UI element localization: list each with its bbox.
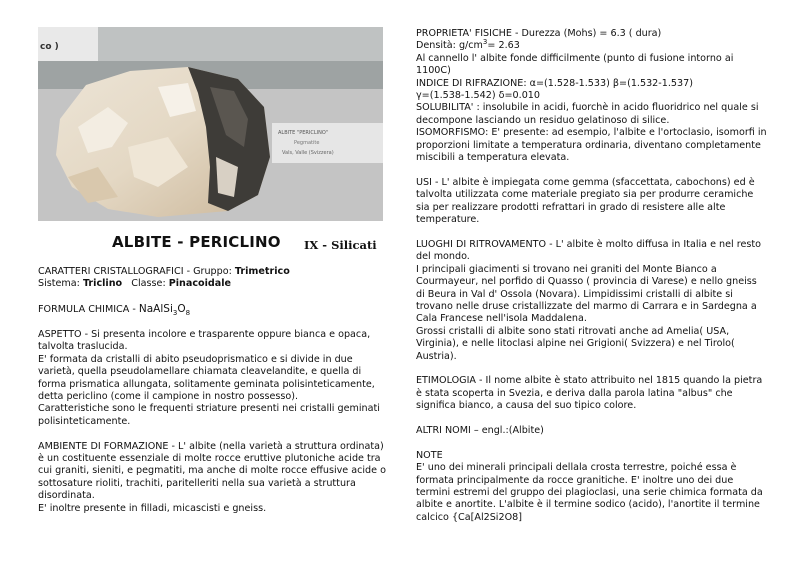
right-column <box>416 28 768 524</box>
formula-section: FORMULA CHIMICA - $NaAlSi_3O_8$ <box>38 303 191 318</box>
class-value: Pinacoidale <box>168 278 232 290</box>
altri-nomi-section: ALTRI NOMI – engl.:(Albite) <box>416 424 544 436</box>
svg-text:Pegmatite: Pegmatite <box>294 140 320 146</box>
system-value: Triclino <box>82 278 123 290</box>
mineral-photo <box>38 27 383 221</box>
note-section <box>416 450 768 524</box>
svg-text:ALBITE "PERICLINO": ALBITE "PERICLINO" <box>278 130 329 136</box>
note-label: NOTE <box>416 449 443 461</box>
aspetto-section: ASPETTO - Si presenta incolore e trasparente oppure bianca e opaca, talvolta traslucida. E' formata da cristalli di abito pseudoprismatico e si divide in due varietà, quella pseudolamellare chiamata cleavelandite, e quella di forma prismatica allungata, solitamente geminata polisinteticamente, detta periclino (come il campione in nostro possesso). Caratteristiche sono le frequenti striature presenti nei cristalli geminati polisinteticamente. <box>38 329 380 427</box>
label-fragment: co ) <box>40 42 59 52</box>
note-text: E' uno dei minerali principali dellala crosta terrestre, poiché essa è formata principalmente da rocce granitiche. E' inoltre uno dei due termini estremi del gruppo dei plagioclasi, una serie chimica formata da albite e anortite. L'albite è il termine sodico (acido), l'anortite il termine calcico {Ca[Al2Si2O8] <box>416 462 763 523</box>
title-row <box>38 233 386 262</box>
usi-section: USI - L' albite è impiegata come gemma (sfaccettata, cabochons) ed è talvolta utilizzata come materiale pregiato sia per produrre ceramiche sia per realizzare prodotti refrattari in grado di resistere alle alte temperature. <box>416 176 755 226</box>
chemical-formula: $NaAlSi_3O_8$ <box>138 303 191 318</box>
albite-specimen <box>56 67 270 217</box>
specimen-tag <box>272 123 383 163</box>
svg-text:Vals, Valle (Svizzera): Vals, Valle (Svizzera) <box>282 150 334 156</box>
crystallographic-section: CARATTERI CRISTALLOGRAFICI - Gruppo: Trimetrico Sistema: Triclino Classe: Pinacoidale <box>38 266 290 290</box>
ambiente-section: AMBIENTE DI FORMAZIONE - L' albite (nella varietà a struttura ordinata) è un costituente essenziale di molte rocce eruttive plutoniche acide tra cui graniti, sieniti, e pegmatiti, ma anche di molte rocce effusive acide o sottosature rioliti, trachiti, paritelleriti nella sua varietà a struttura disordinata. E' inoltre presente in filladi, micascisti e gneiss. <box>38 440 386 514</box>
page-title: ALBITE - PERICLINO <box>112 233 281 251</box>
mineral-class: IX - Silicati <box>304 238 377 252</box>
luoghi-section: LUOGHI DI RITROVAMENTO - L' albite è molto diffusa in Italia e nel resto del mondo. I principali giacimenti si trovano nei graniti del Monte Bianco a Courmayeur, nel porfido di Quasso ( provincia di Varese) e nello gneiss di Beura in Val d' Ossola (Novara). Limpidissimi cristalli di albite si trovano nelle druse cristallizzate del marmo di Carrara e in Sardegna a Cala Francese nell'isola Maddalena. Grossi cristalli di albite sono stati ritrovati anche ad Amelia( USA, Virginia), e nelle litoclasi alpine nei Grigioni( Svizzera) e nel Tirolo( Austria). <box>416 238 762 362</box>
left-column <box>38 233 386 515</box>
physical-properties-section: PROPRIETA' FISICHE - Durezza (Mohs) = 6.3 ( dura) Densità: $g/cm^3= 2.63$ Al cannello l' albite fonde difficilmente (punto di fusione intorno ai 1100C) INDICE DI RIFRAZIONE: α=(1.528-1.533) β=(1.532-1.537) γ=(1.538-1.542) δ=0.010 SOLUBILITA' : insolubile in acidi, fuorchè in acido fluoridrico nel quale si decompone lasciando un residuo gelatinoso di silice. ISOMORFISMO: E' presente: ad esempio, l'albite e l'ortoclasio, isomorfi in proporzioni limitate a temperatura ordinaria, diventano completamente miscibili a temperatura elevata. <box>416 28 767 164</box>
etimologia-section: ETIMOLOGIA - Il nome albite è stato attribuito nel 1815 quando la pietra è stata scoperta in Svezia, e deriva dalla parola latina "albus" che significa bianco, a causa del suo tipico colore. <box>416 375 763 412</box>
group-value: Trimetrico <box>234 266 290 277</box>
mineral-photo-image <box>38 27 383 221</box>
